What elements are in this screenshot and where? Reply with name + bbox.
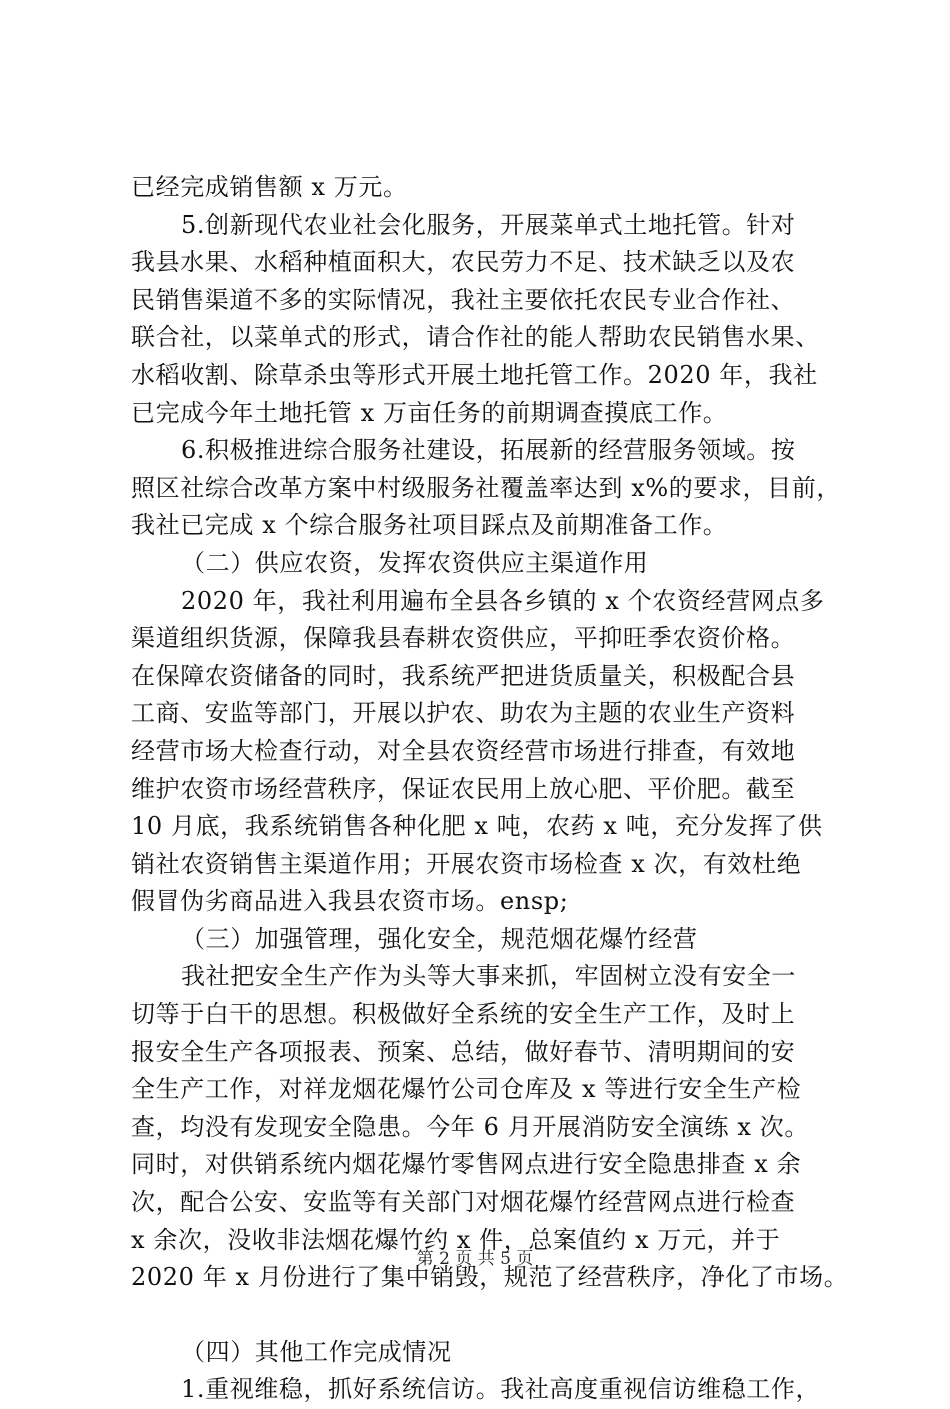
paragraph-heading-6: 6.积极推进综合服务社建设，拓展新的经营服务领域。按 bbox=[181, 436, 796, 465]
text-line: 我县水果、水稻种植面积大，农民劳力不足、技术缺乏以及农 bbox=[131, 248, 796, 277]
text-line: x 余次，没收非法烟花爆竹约 x 件，总案值约 x 万元，并于 bbox=[131, 1225, 781, 1254]
text-line: 切等于白干的思想。积极做好全系统的安全生产工作，及时上 bbox=[131, 1000, 796, 1029]
section-heading-2: （二）供应农资，发挥农资供应主渠道作用 bbox=[181, 548, 649, 577]
text-line: 全生产工作，对祥龙烟花爆竹公司仓库及 x 等进行安全生产检 bbox=[131, 1075, 802, 1104]
text-line: 工商、安监等部门，开展以护农、助农为主题的农业生产资料 bbox=[131, 699, 796, 728]
text-line: 假冒伪劣商品进入我县农资市场。ensp; bbox=[131, 887, 569, 916]
page-number-footer: 第 2 页 共 5 页 bbox=[416, 1249, 534, 1269]
text-line: 已完成今年土地托管 x 万亩任务的前期调查摸底工作。 bbox=[131, 398, 728, 427]
paragraph-heading-5: 5.创新现代农业社会化服务，开展菜单式土地托管。针对 bbox=[181, 210, 796, 239]
document-body bbox=[131, 169, 849, 1409]
text-line: 次，配合公安、安监等有关部门对烟花爆竹经营网点进行检查 bbox=[131, 1188, 796, 1217]
text-line: 10 月底，我系统销售各种化肥 x 吨，农药 x 吨，充分发挥了供 bbox=[131, 812, 823, 841]
text-line: 我社已完成 x 个综合服务社项目踩点及前期准备工作。 bbox=[131, 511, 728, 540]
text-line: 报安全生产各项报表、预案、总结，做好春节、清明期间的安 bbox=[131, 1037, 796, 1066]
text-line: 民销售渠道不多的实际情况，我社主要依托农民专业合作社、 bbox=[131, 285, 796, 314]
text-line: 2020 年，我社利用遍布全县各乡镇的 x 个农资经营网点多 bbox=[181, 586, 825, 615]
text-line: 同时，对供销系统内烟花爆竹零售网点进行安全隐患排查 x 余 bbox=[131, 1150, 802, 1179]
text-line: 在保障农资储备的同时，我系统严把进货质量关，积极配合县 bbox=[131, 661, 796, 690]
text-line: 2020 年 x 月份进行了集中销毁，规范了经营秩序，净化了市场。 bbox=[131, 1263, 849, 1292]
text-line: 我社把安全生产作为头等大事来抓，牢固树立没有安全一 bbox=[181, 962, 796, 991]
text-line: 已经完成销售额 x 万元。 bbox=[131, 173, 408, 201]
text-line: 渠道组织货源，保障我县春耕农资供应，平抑旺季农资价格。 bbox=[131, 624, 796, 653]
section-heading-3: （三）加强管理，强化安全，规范烟花爆竹经营 bbox=[181, 924, 698, 953]
section-heading-4: （四）其他工作完成情况 bbox=[181, 1337, 452, 1366]
text-line: 维护农资市场经营秩序，保证农民用上放心肥、平价肥。截至 bbox=[131, 774, 796, 803]
text-line: 经营市场大检查行动，对全县农资经营市场进行排查，有效地 bbox=[131, 736, 796, 765]
text-line: 联合社，以菜单式的形式，请合作社的能人帮助农民销售水果、 bbox=[131, 323, 820, 352]
text-line: 照区社综合改革方案中村级服务社覆盖率达到 x%的要求，目前， bbox=[131, 473, 841, 502]
text-line: 水稻收割、除草杀虫等形式开展土地托管工作。2020 年，我社 bbox=[131, 360, 818, 389]
text-line: 1.重视维稳，抓好系统信访。我社高度重视信访维稳工作， bbox=[181, 1375, 821, 1404]
blank-line bbox=[131, 1297, 827, 1334]
text-line: 查，均没有发现安全隐患。今年 6 月开展消防安全演练 x 次。 bbox=[131, 1112, 809, 1141]
text-line: 销社农资销售主渠道作用；开展农资市场检查 x 次，有效杜绝 bbox=[131, 849, 802, 878]
